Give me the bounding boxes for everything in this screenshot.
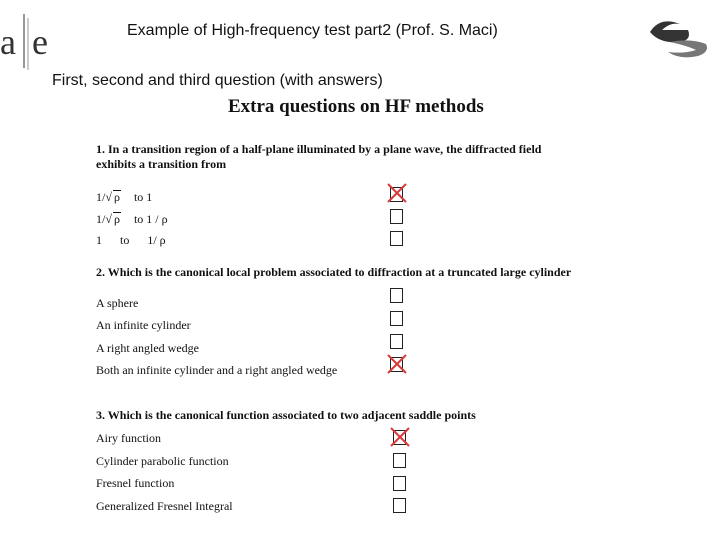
question-2: 2. Which is the canonical local problem associated to diffraction at a truncated large cylinder (96, 265, 572, 279)
q2-checkbox-1[interactable] (390, 288, 403, 303)
q3-answer-x-mark (388, 425, 412, 449)
q3-option-4: Generalized Fresnel Integral (96, 499, 233, 513)
slide-title: Example of High-frequency test part2 (Prof. S. Maci) (127, 22, 498, 39)
q3-option-2: Cylinder parabolic function (96, 454, 229, 468)
question-1-line1: 1. In a transition region of a half-plane illuminated by a plane wave, the diffracted field (96, 142, 542, 156)
q2-option-2: An infinite cylinder (96, 318, 191, 332)
q2-checkbox-3[interactable] (390, 334, 403, 349)
q3-option-3: Fresnel function (96, 476, 175, 490)
q1-checkbox-2[interactable] (390, 209, 403, 224)
ale-logo (0, 8, 62, 72)
q1-option-1: 1/√ ρ to 1 (96, 190, 153, 204)
q3-option-1: Airy function (96, 431, 161, 445)
es-logo (640, 8, 712, 60)
q1-answer-x-mark (385, 181, 409, 205)
q2-option-1: A sphere (96, 296, 139, 310)
question-3: 3. Which is the canonical function associated to two adjacent saddle points (96, 408, 476, 422)
question-1-line2: exhibits a transition from (96, 157, 227, 171)
q1-option-1-prefix: 1/ (96, 190, 106, 204)
slide-subtitle: First, second and third question (with answers) (52, 72, 383, 89)
q2-checkbox-2[interactable] (390, 311, 403, 326)
q2-answer-x-mark (385, 352, 409, 376)
q2-option-4: Both an infinite cylinder and a right angled wedge (96, 363, 338, 377)
q3-checkbox-4[interactable] (393, 498, 406, 513)
q1-option-2-prefix: 1/ (96, 212, 106, 226)
q2-option-3: A right angled wedge (96, 341, 199, 355)
q1-option-2-sqrt: ρ (113, 212, 120, 226)
q1-option-1-suffix: to 1 (133, 190, 153, 204)
svg-text:a: a (0, 22, 16, 62)
q1-checkbox-3[interactable] (390, 231, 403, 246)
question-1 (96, 142, 541, 172)
q1-option-3: 1 to 1/ ρ (96, 233, 166, 247)
q1-option-2: 1/√ ρ to 1 / ρ (96, 212, 168, 226)
q1-option-1-sqrt: ρ (113, 190, 120, 204)
document-title: Extra questions on HF methods (228, 96, 484, 117)
q1-option-2-suffix: to 1 / ρ (133, 212, 168, 226)
q3-checkbox-2[interactable] (393, 453, 406, 468)
q3-checkbox-3[interactable] (393, 476, 406, 491)
svg-text:e: e (32, 22, 48, 62)
